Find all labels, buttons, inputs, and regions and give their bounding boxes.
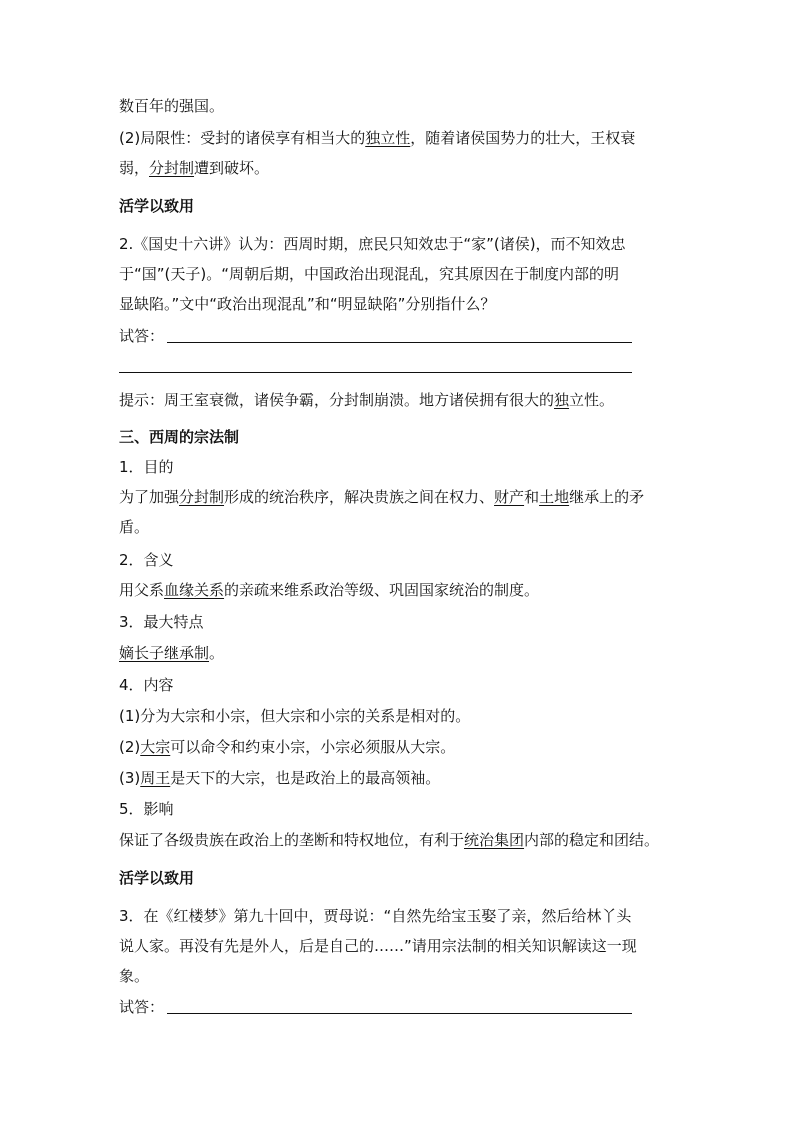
subsection-title: 2．含义 <box>119 551 174 569</box>
text: 遭到破坏。 <box>194 159 270 177</box>
underlined-term: 嫡长子继承制 <box>119 644 210 662</box>
question-line: 于“国”(天子)。“周朝后期，中国政治出现混乱，究其原因在于制度内部的明 <box>119 265 620 283</box>
question-line: 显缺陷。”文中“政治出现混乱”和“明显缺陷”分别指什么？ <box>119 295 496 313</box>
question-line: 2.《国史十六讲》认为：西周时期，庶民只知效忠于“家”(诸侯)，而不知效忠 <box>119 235 626 253</box>
underlined-term: 独 <box>554 391 570 409</box>
underlined-term: 大宗 <box>140 738 171 756</box>
text-line <box>119 128 635 148</box>
subsection-title: 5．影响 <box>119 800 174 818</box>
underlined-term: 血缘关系 <box>164 581 225 599</box>
text: (2) <box>119 738 141 756</box>
question-line: 象。 <box>119 967 150 985</box>
hint-line <box>119 390 614 410</box>
text: (2)局限性：受封的诸侯享有相当大的 <box>119 129 366 147</box>
text: 用父系 <box>119 581 165 599</box>
text: ，随着诸侯国势力的壮大，王权衰 <box>410 129 636 147</box>
text: 数百年的强国。 <box>119 97 225 115</box>
list-item: (1)分为大宗和小宗，但大宗和小宗的关系是相对的。 <box>119 707 471 725</box>
subsection-title: 1．目的 <box>119 458 174 476</box>
underlined-term: 独立性 <box>365 129 411 147</box>
question-line: 说人家。再没有先是外人，后是自己的……”请用宗法制的相关知识解读这一现 <box>119 937 637 955</box>
underlined-term: 土地 <box>539 488 570 506</box>
text: 是天下的大宗，也是政治上的最高领袖。 <box>170 769 441 787</box>
underlined-term: 财产 <box>494 488 525 506</box>
text-line <box>119 580 539 600</box>
list-item <box>119 768 440 788</box>
text: 。 <box>209 644 225 662</box>
text-line <box>119 643 224 663</box>
answer-label: 试答： <box>119 327 165 345</box>
question-line: 3．在《红楼梦》第九十回中，贾母说：“自然先给宝玉娶了亲，然后给林丫头 <box>119 907 632 925</box>
text: 可以命令和约束小宗，小宗必须服从大宗。 <box>170 738 456 756</box>
text-line <box>119 96 224 116</box>
section-heading: 活学以致用 <box>119 869 195 887</box>
text: 提示：周王室衰微，诸侯争霸，分封制崩溃。地方诸侯拥有很大的 <box>119 391 555 409</box>
text: 为了加强 <box>119 488 180 506</box>
answer-blank-line[interactable] <box>167 342 632 343</box>
list-item <box>119 737 455 757</box>
underlined-term: 周王 <box>140 769 171 787</box>
underlined-term: 分封制 <box>149 159 195 177</box>
subsection-title: 3．最大特点 <box>119 613 204 631</box>
text: 立性。 <box>569 391 615 409</box>
text: 形成的统治秩序，解决贵族之间在权力、 <box>224 488 495 506</box>
text: 的亲疏来维系政治等级、巩固国家统治的制度。 <box>224 581 540 599</box>
section-heading: 三、西周的宗法制 <box>119 428 240 446</box>
underlined-term: 统治集团 <box>464 831 525 849</box>
section-heading: 活学以致用 <box>119 197 195 215</box>
answer-blank-line[interactable] <box>167 1013 632 1014</box>
subsection-title: 4．内容 <box>119 676 174 694</box>
text-line: 盾。 <box>119 518 150 536</box>
text-line <box>119 487 644 507</box>
text-line <box>119 830 659 850</box>
text: 保证了各级贵族在政治上的垄断和特权地位，有利于 <box>119 831 465 849</box>
text: 弱， <box>119 159 150 177</box>
answer-label: 试答： <box>119 998 165 1016</box>
text: 和 <box>524 488 540 506</box>
answer-blank-line[interactable] <box>119 372 632 373</box>
text-line <box>119 158 269 178</box>
text: 内部的稳定和团结。 <box>524 831 660 849</box>
text: 继承上的矛 <box>569 488 645 506</box>
underlined-term: 分封制 <box>179 488 225 506</box>
text: (3) <box>119 769 141 787</box>
